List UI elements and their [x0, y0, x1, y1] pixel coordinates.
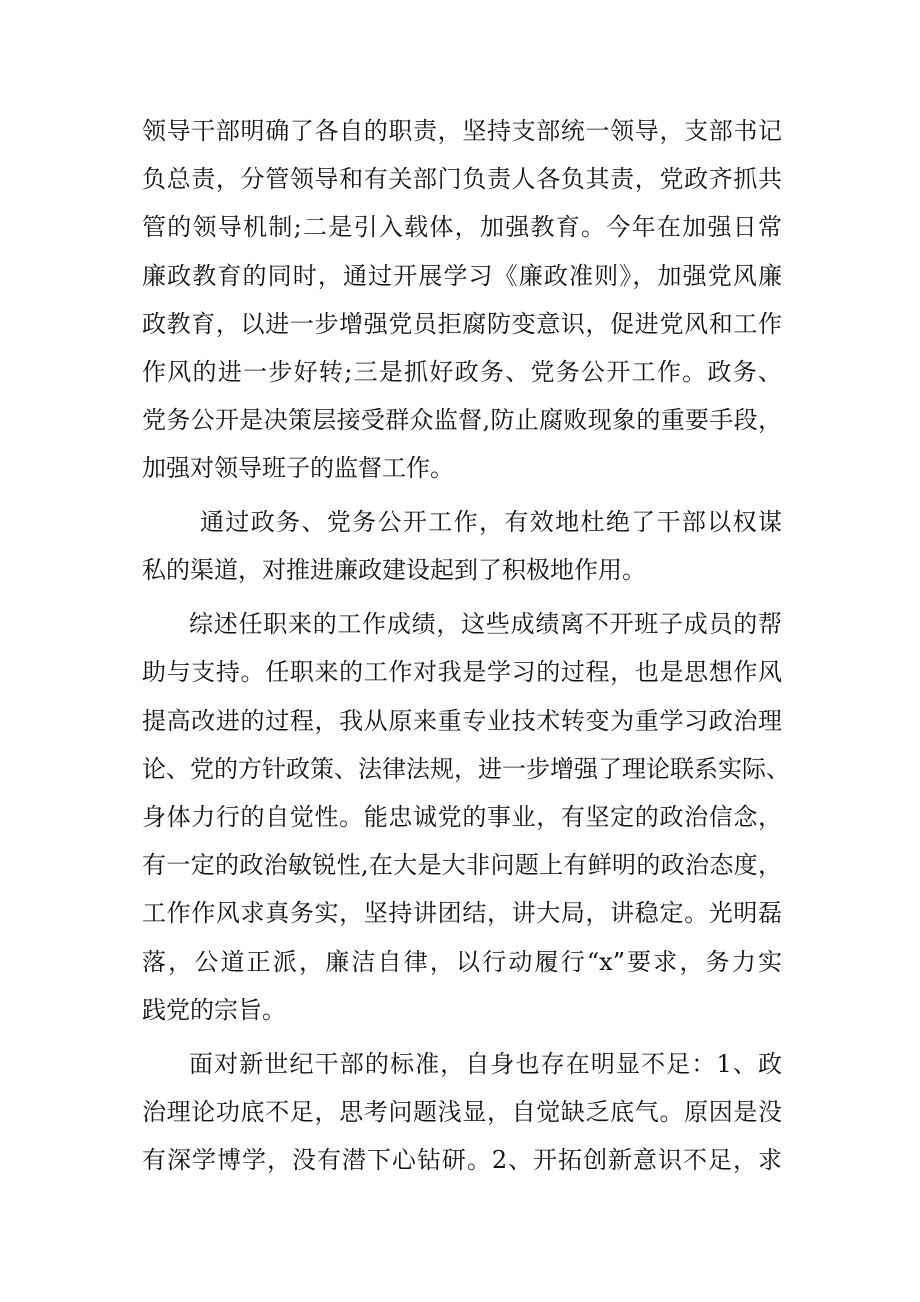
text-line: 综述任职来的工作成绩，这些成绩离不开班子成员的帮	[189, 610, 782, 639]
text-line: 廉政教育的同时，通过开展学习《廉政准则》，加强党风廉	[142, 261, 782, 290]
text-line: 面对新世纪干部的标准，自身也存在明显不足：1、政	[189, 1049, 782, 1078]
document-body	[142, 107, 790, 1190]
text-line: 治理论功底不足，思考问题浅显，自觉缺乏底气。原因是没	[142, 1097, 782, 1126]
text-line: 管的领导机制;二是引入载体，加强教育。今年在加强日常	[142, 213, 782, 242]
text-line: 领导干部明确了各自的职责，坚持支部统一领导，支部书记	[142, 117, 782, 145]
text-line: 负总责，分管领导和有关部门负责人各负其责，党政齐抓共	[142, 165, 782, 194]
text-line: 作风的进一步好转;三是抓好政务、党务公开工作。政务、	[142, 358, 782, 387]
text-line: 工作作风求真务实，坚持讲团结，讲大局，讲稳定。光明磊	[142, 899, 782, 928]
text-line: 论、党的方针政策、法律法规，进一步增强了理论联系实际、	[142, 754, 790, 783]
text-line: 提高改进的过程，我从原来重专业技术转变为重学习政治理	[142, 706, 782, 735]
text-line: 落，公道正派，廉洁自律，以行动履行“x”要求，务力实	[142, 947, 782, 976]
text-line: 通过政务、党务公开工作，有效地杜绝了干部以权谋	[200, 508, 782, 537]
paragraph-responsibility-mechanism	[142, 107, 782, 493]
text-line: 身体力行的自觉性。能忠诚党的事业，有坚定的政治信念，	[142, 803, 782, 832]
text-line: 有深学博学，没有潜下心钻研。2、开拓创新意识不足，求	[142, 1146, 782, 1175]
text-line: 政教育，以进一步增强党员拒腐防变意识，促进党风和工作	[142, 309, 782, 338]
text-line: 党务公开是决策层接受群众监督,防止腐败现象的重要手段，	[142, 406, 782, 435]
text-line: 有一定的政治敏锐性,在大是大非问题上有鲜明的政治态度，	[142, 851, 782, 880]
text-line: 私的渠道，对推进廉政建设起到了积极地作用。	[142, 556, 646, 585]
text-line: 助与支持。任职来的工作对我是学习的过程，也是思想作风	[142, 658, 782, 687]
paragraph-open-affairs	[142, 498, 782, 594]
paragraph-work-summary	[142, 600, 790, 1034]
text-line: 加强对领导班子的监督工作。	[142, 454, 454, 483]
paragraph-shortcomings	[142, 1040, 782, 1185]
text-line: 践党的宗旨。	[142, 995, 286, 1024]
